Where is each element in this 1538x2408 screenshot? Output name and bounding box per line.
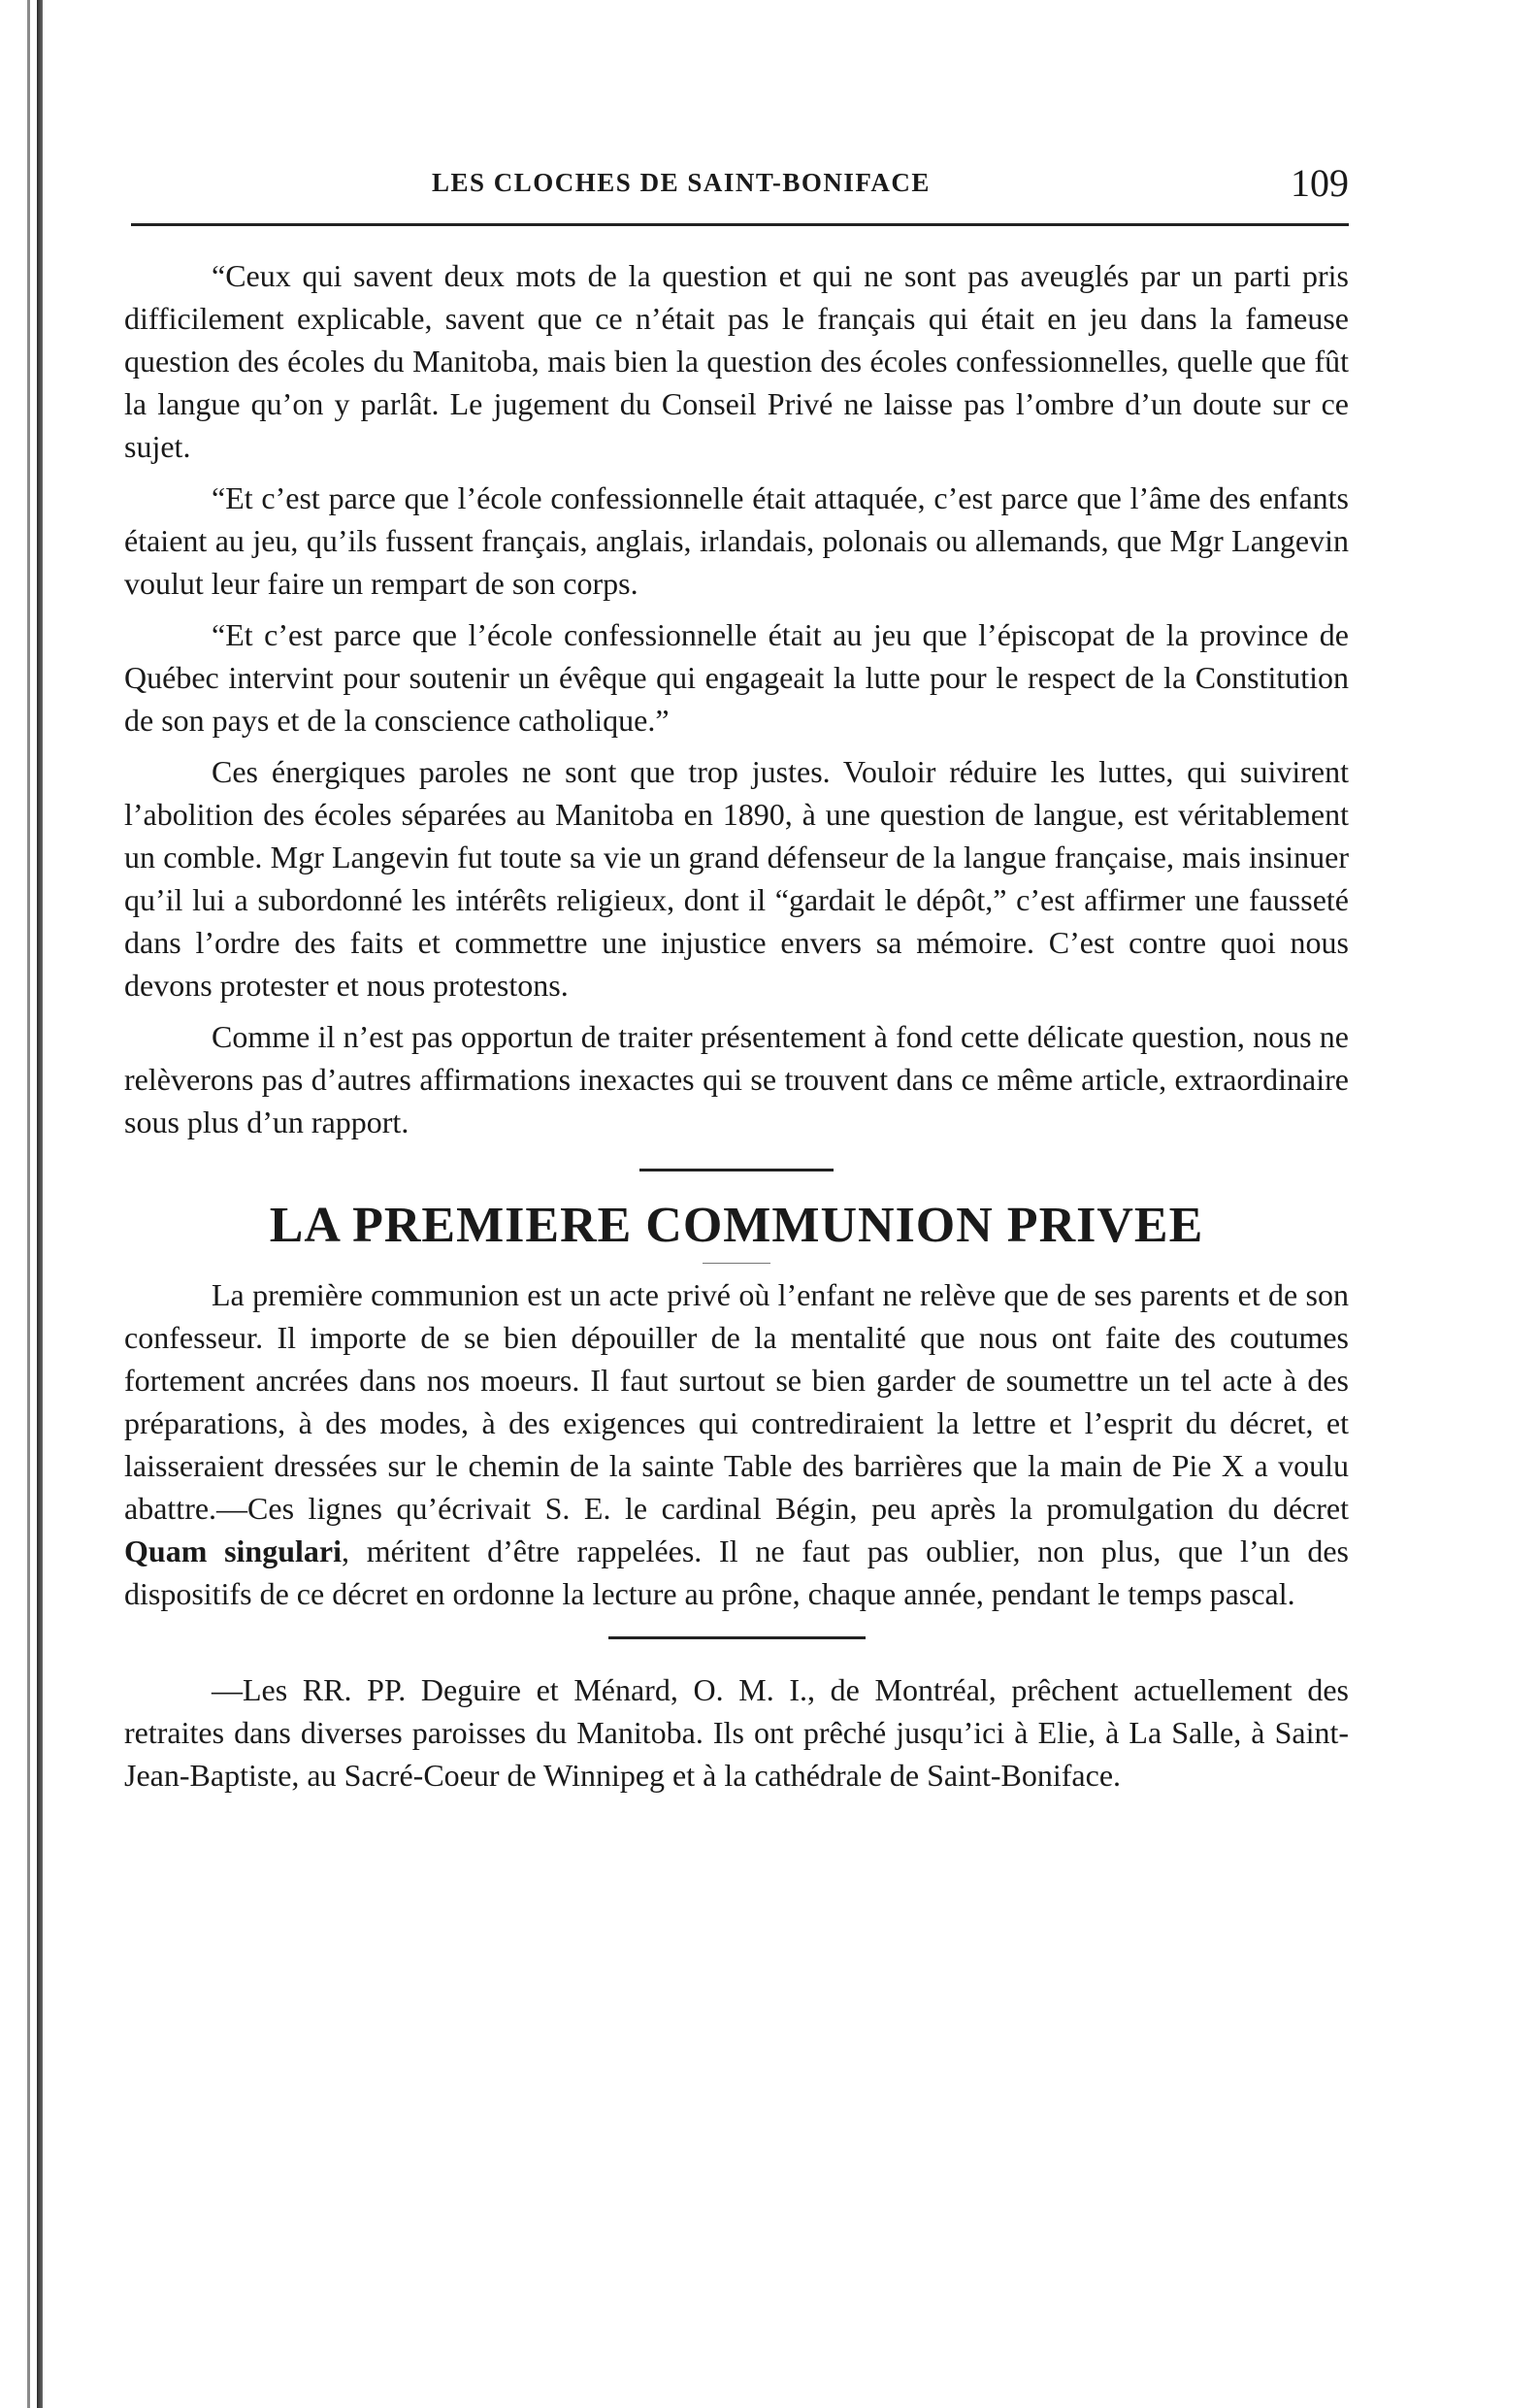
article-paragraph-5: Comme il n’est pas opportun de traiter présentement à fond cette délicate question, nous ne relèverons pas d’autres affirmations inexactes qui se trouvent dans ce même article, extraordinaire sous plus d’un rapport. — [124, 1019, 1349, 1139]
page-body — [124, 254, 1349, 1805]
section-title: LA PREMIERE COMMUNION PRIVEE — [269, 1198, 1204, 1253]
header-rule — [131, 223, 1349, 226]
article-paragraph-1: “Ceux qui savent deux mots de la question et qui ne sont pas aveuglés par un parti pris difficilement explicable, savent que ce n’était pas le français qui était en jeu dans la fameuse question des écoles du Manitoba, mais bien la question des écoles confessionnelles, quelle que fût la langue qu’on y parlât. Le jugement du Conseil Privé ne laisse pas l’ombre d’un doute sur ce sujet. — [124, 258, 1349, 464]
page-number: 109 — [1291, 161, 1349, 205]
running-title: LES CLOCHES DE SAINT-BONIFACE — [432, 168, 931, 197]
title-ornament — [703, 1263, 770, 1264]
section-paragraph-text-after: , méritent d’être rappelées. Il ne faut pas oublier, non plus, que l’un des dispositifs de ce décret en ordonne la lecture au prône, chaque année, pendant le temps pascal. — [124, 1534, 1350, 1611]
article-paragraph-3: “Et c’est parce que l’école confessionnelle était au jeu que l’épiscopat de la province de Québec intervint pour soutenir un évêque qui engageait la lutte pour le respect de la Constitution de son pays et de la conscience catholique.” — [124, 617, 1349, 738]
notice-paragraph: —Les RR. PP. Deguire et Ménard, O. M. I., de Montréal, prêchent actuellement des retraites dans diverses paroisses du Manitoba. Ils ont prêché jusqu’ici à Elie, à La Salle, à Saint-Jean-Baptiste, au Sacré-Coeur de Winnipeg et à la cathédrale de Saint-Boniface. — [124, 1672, 1349, 1793]
notice-divider — [608, 1636, 866, 1639]
section-paragraph-text-before: La première communion est un acte privé où l’enfant ne relève que de ses parents et de son confesseur. Il importe de se bien dépouiller de la mentalité que nous ont faite des coutumes fortement ancrées dans nos moeurs. Il faut surtout se bien garder de soumettre un tel acte à des préparations, à des modes, à des exigences qui contrediraient la lettre et l’esprit du décret, et laisseraient dressées sur le chemin de la sainte Table des barrières que la main de Pie X a voulu abattre.—Ces lignes qu’écrivait S. E. le cardinal Bégin, peu après la promulgation du décret — [124, 1277, 1349, 1526]
decree-name: Quam singulari — [124, 1534, 343, 1568]
article-paragraph-4: Ces énergiques paroles ne sont que trop justes. Vouloir réduire les luttes, qui suivirent l’abolition des écoles séparées au Manitoba en 1890, à une question de langue, est véritablement un comble. Mgr Langevin fut toute sa vie un grand défenseur de la langue française, mais insinuer qu’il lui a subordonné les intérêts religieux, dont il “gardait le dépôt,” c’est affirmer une fausseté dans l’ordre des faits et commettre une injustice envers sa mémoire. C’est contre quoi nous devons protester et nous protestons. — [124, 754, 1349, 1003]
article-paragraph-2: “Et c’est parce que l’école confessionnelle était attaquée, c’est parce que l’âme des enfants étaient au jeu, qu’ils fussent français, anglais, irlandais, polonais ou allemands, que Mgr Langevin voulut leur faire un rempart de son corps. — [124, 480, 1349, 601]
page-binding-edge — [37, 0, 43, 2408]
section-paragraph — [124, 1273, 1349, 1615]
page-binding-shadow — [27, 0, 30, 2408]
section-divider — [639, 1169, 834, 1171]
page-header — [126, 160, 1349, 209]
